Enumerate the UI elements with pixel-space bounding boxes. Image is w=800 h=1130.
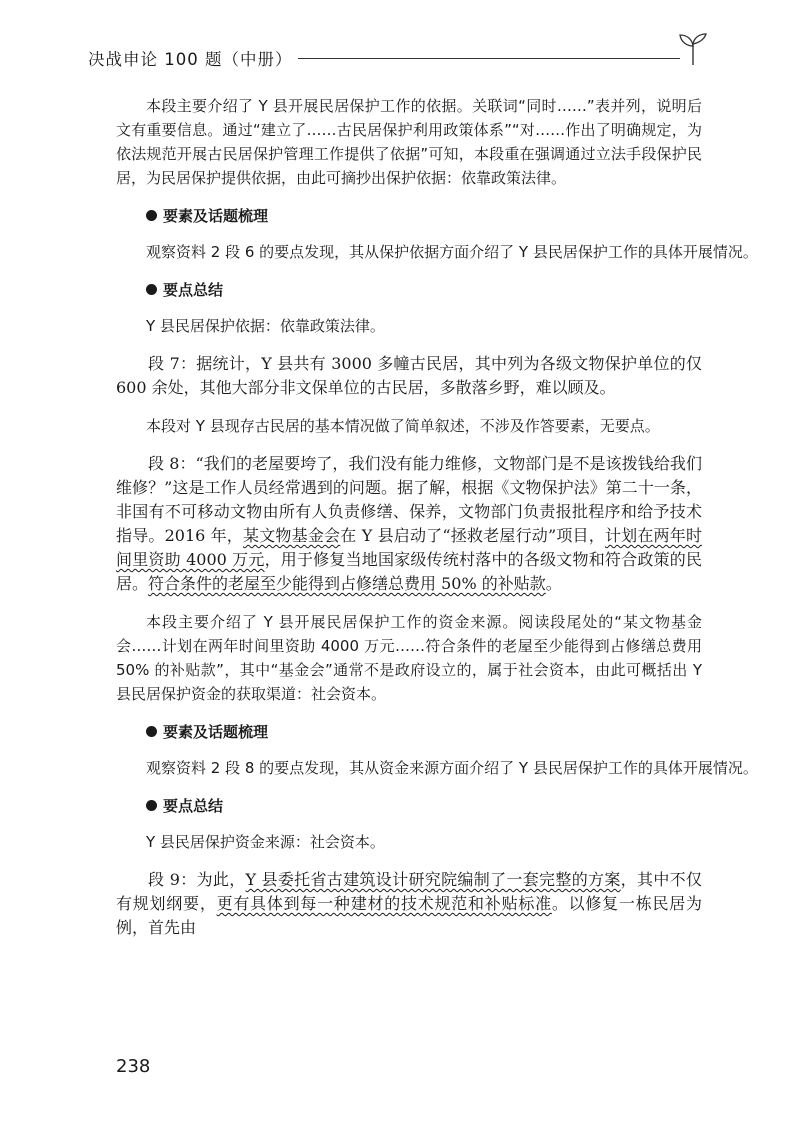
sprout-icon [678,32,708,66]
underlined-text: 某文物基金会 [243,526,341,545]
underlined-text: 计划在两年时间里资助 4000 万元 [116,526,702,569]
source-paragraph: 段 8：“我们的老屋要垮了，我们没有能力维修，文物部门是不是该拨钱给我们维修？”这是工作人员经常遇到的问题。据了解，根据《文物保护法》第二十一条，非国有不可移动文物由所有人负责修缮、保养，文物部门负责报批程序和给予技术指导。2016 年，某文物基金会在 Y 县启动了“拯救老屋行动”项目，计划在两年时间里资助 4000 万元，用于修复当地国家级传统村落中的各级文物和符合政策的民居。符合条件的老屋至少能得到占修缮总费用 50% 的补贴款。 [116,454,702,593]
section-heading: 要素及话题梳理 [116,720,702,744]
bullet-icon [146,210,157,221]
section-heading: 要素及话题梳理 [116,204,702,228]
analysis-paragraph: 本段主要介绍了 Y 县开展民居保护工作的依据。关联词“同时……”表并列，说明后文有重要信息。通过“建立了……古民居保护利用政策体系”“对……作出了明确规定，为依法规范开展古民居保护管理工作提供了依据”可知，本段重在强调通过立法手段保护民居，为民居保护提供依据，由此可摘抄出保护依据：依靠政策法律。 [116,97,702,187]
underlined-text: 符合条件的老屋至少能得到占修缮总费用 50% 的补贴款 [148,574,546,593]
summary-text: 观察资料 2 段 8 的要点发现，其从资金来源方面介绍了 Y 县民居保护工作的具体开展情况。 [146,759,758,777]
page-content [116,94,758,954]
analysis-paragraph: 本段对 Y 县现存古民居的基本情况做了简单叙述，不涉及作答要素，无要点。 [146,417,660,435]
section-heading: 要点总结 [116,794,702,818]
summary-text: 观察资料 2 段 6 的要点发现，其从保护依据方面介绍了 Y 县民居保护工作的具体开展情况。 [146,243,758,261]
section-heading: 要点总结 [116,278,702,302]
source-paragraph: 段 7：据统计，Y 县共有 3000 多幢古民居，其中列为各级文物保护单位的仅 600 余处，其他大部分非文保单位的古民居，多散落乡野，难以顾及。 [116,354,702,397]
header-divider [298,58,680,59]
source-paragraph: 段 9：为此，Y 县委托省古建筑设计研究院编制了一套完整的方案，其中不仅有规划纲要，更有具体到每一种建材的技术规范和补贴标准。以修复一栋民居为例，首先由 [116,870,702,937]
book-title: 决战申论 100 题（中册） [88,50,293,69]
bullet-icon [146,800,157,811]
bullet-icon [146,726,157,737]
bullet-icon [146,284,157,295]
page-header [88,36,708,72]
underlined-text: 更有具体到每一种建材的技术规范和补贴标准 [216,894,552,913]
summary-text: Y 县民居保护依据：依靠政策法律。 [146,317,385,335]
summary-text: Y 县民居保护资金来源：社会资本。 [146,833,385,851]
underlined-text: Y 县委托省古建筑设计研究院编制了一套完整的方案 [245,870,621,889]
analysis-paragraph: 本段主要介绍了 Y 县开展民居保护工作的资金来源。阅读段尾处的“某文物基金会……计划在两年时间里资助 4000 万元……符合条件的老屋至少能得到占修缮总费用 50% 的补贴款”，其中“基金会”通常不是政府设立的，属于社会资本，由此可概括出 Y 县民居保护资金的获取渠道：社会资本。 [116,613,702,703]
page-number: 238 [116,1056,151,1077]
